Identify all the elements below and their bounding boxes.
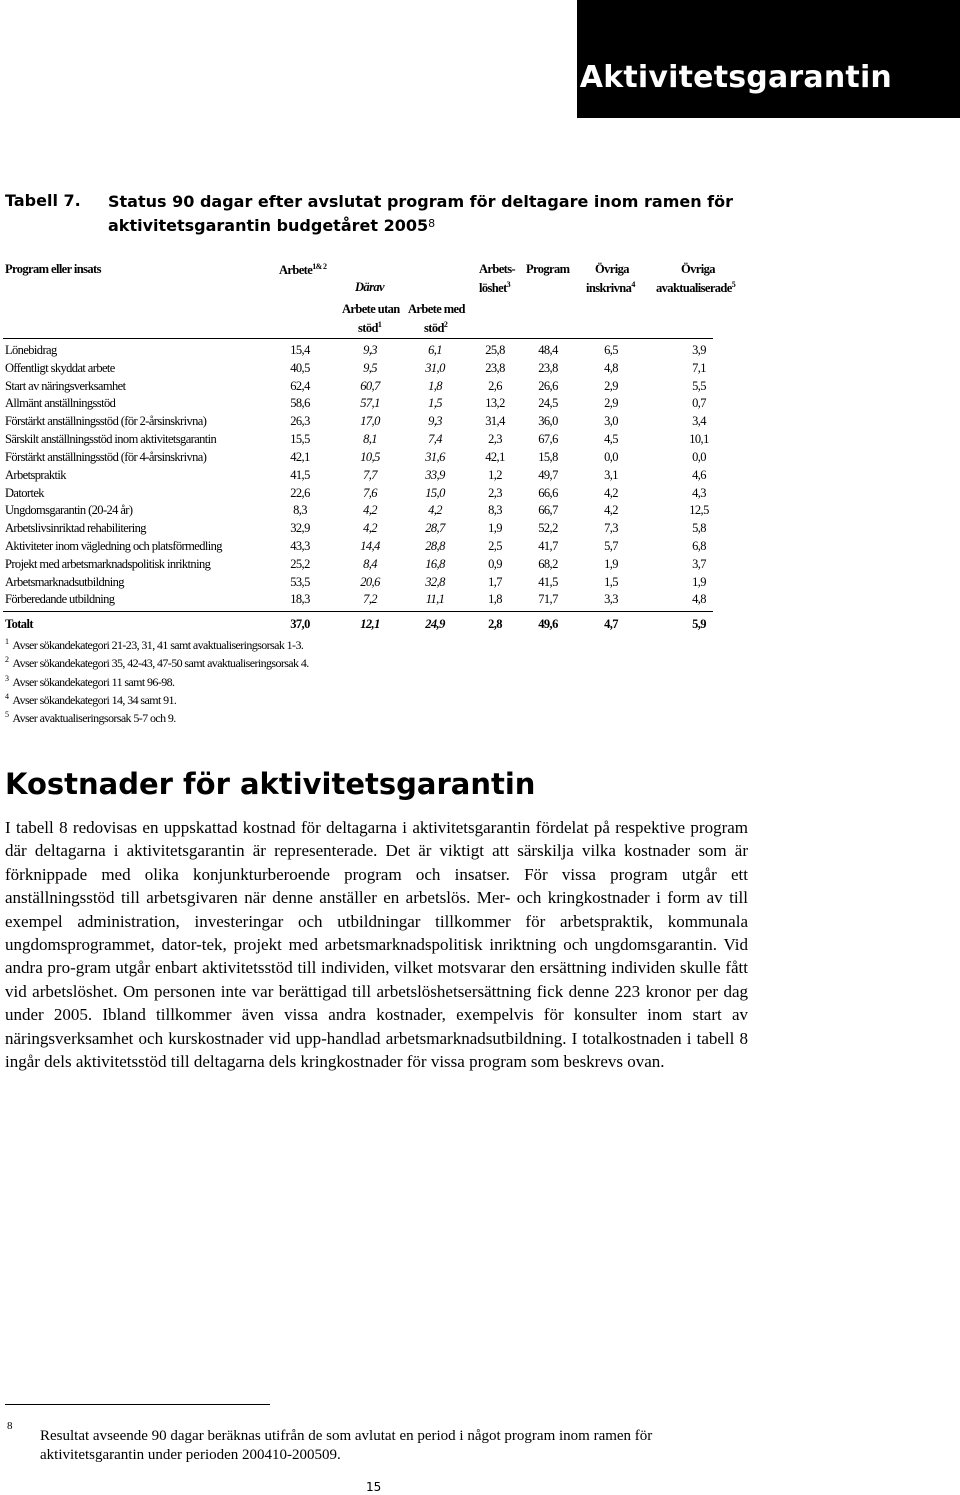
cell-arbetsloshet: 2,3 [488,485,502,500]
table-row [0,521,960,538]
cell-program: 48,4 [538,343,558,357]
cell-ovriga-inskrivna: 0,0 [604,449,618,464]
col-header-arbetsloshet-2-text: löshet [479,281,507,295]
cell-arbete: 53,5 [290,574,310,589]
table-row [0,414,960,431]
cell-arbete: 18,3 [290,592,310,607]
cell-ovriga-avakt: 1,9 [692,574,706,589]
cell-program: 41,5 [538,574,558,589]
cell-ovriga-inskrivna: 3,1 [604,467,618,482]
cell-med: 15,0 [425,485,445,500]
cell-ovriga-avakt: 5,8 [692,521,706,536]
row-label: Förstärkt anställningsstöd (för 2-årsinskrivna) [5,414,207,429]
cell-utan: 4,2 [363,503,377,518]
table-row [0,343,960,360]
cell-program: 36,0 [538,414,558,429]
col-header-ovriga-avakt-ref: 5 [731,280,736,289]
row-label: Arbetsmarknadsutbildning [5,574,124,589]
cell-ovriga-avakt: 12,5 [689,503,709,518]
row-label: Arbetslivsinriktad rehabilitering [5,521,146,536]
cell-ovriga-inskrivna: 3,0 [604,414,618,429]
cell-arbetsloshet: 1,2 [488,467,502,482]
table-row [0,592,960,609]
col-header-utan: Arbete utan [342,302,400,316]
table-row [0,450,960,467]
cell-ovriga-avakt: 3,9 [692,343,706,357]
cell-utan: 14,4 [360,539,380,554]
footnote-text: Avser sökandekategori 14, 34 samt 91. [12,693,177,707]
footnote-text: Avser sökandekategori 35, 42-43, 47-50 samt avaktualiseringsorsak 4. [12,656,309,670]
cell-utan: 9,5 [363,360,377,375]
col-header-ovriga-avakt-2 [656,280,735,296]
col-header-med-2-text: stöd [424,321,444,335]
cell-program: 67,6 [538,432,558,447]
cell-ovriga-inskrivna: 4,5 [604,432,618,447]
col-header-arbetsloshet-2 [479,280,510,296]
cell-utan: 17,0 [360,414,380,429]
cell-med: 11,1 [425,592,445,607]
cell-arbetsloshet: 2,6 [488,378,502,393]
cell-med: 28,7 [425,521,445,536]
cell-arbetsloshet: 2,3 [488,432,502,447]
cell-utan: 57,1 [360,396,380,411]
cell-ovriga-avakt: 10,1 [689,432,709,447]
cell-ovriga-avakt: 4,8 [692,592,706,607]
cell-utan: 60,7 [360,378,380,393]
cell-med: 9,3 [428,414,442,429]
footnote-text: Avser sökandekategori 11 samt 96-98. [12,675,175,689]
row-label: Projekt med arbetsmarknadspolitisk inriktning [5,556,211,571]
table-row [0,557,960,574]
col-header-arbete [279,262,326,278]
cell-utan: 20,6 [360,574,380,589]
footnote-num: 1 [5,637,9,646]
cell-ovriga-avakt: 3,4 [692,414,706,429]
row-label: Lönebidrag [5,343,57,357]
total-cell-ovriga-inskrivna: 4,7 [604,617,618,631]
table-row [0,575,960,592]
cell-arbetsloshet: 0,9 [488,556,502,571]
row-label: Förberedande utbildning [5,592,115,607]
cell-arbete: 58,6 [290,396,310,411]
table-row [0,432,960,449]
cell-arbetsloshet: 42,1 [485,449,505,464]
cell-arbetsloshet: 31,4 [485,414,505,429]
cell-ovriga-avakt: 0,7 [692,396,706,411]
row-label: Datortek [5,485,44,500]
cell-ovriga-avakt: 5,5 [692,378,706,393]
footnote-num: 3 [5,674,9,683]
table-row [0,539,960,556]
cell-arbete: 42,1 [290,449,310,464]
footnote-num: 4 [5,692,9,701]
row-label: Ungdomsgarantin (20-24 år) [5,503,133,518]
cell-ovriga-inskrivna: 1,5 [604,574,618,589]
total-cell-med: 24,9 [425,617,445,631]
cell-arbetsloshet: 8,3 [488,503,502,518]
section-heading: Kostnader för aktivitetsgarantin [5,767,536,801]
table-caption-footnote-ref: 8 [428,217,436,230]
cell-med: 4,2 [428,503,442,518]
cell-program: 71,7 [538,592,558,607]
col-header-ovriga-avakt: Övriga [681,262,715,276]
table-rule-total [3,611,713,612]
table-row [0,361,960,378]
col-header-arbete-ref: 1& 2 [312,262,327,271]
col-header-arbetsloshet: Arbets- [479,262,516,276]
cell-arbete: 15,5 [290,432,310,447]
cell-arbetsloshet: 2,5 [488,539,502,554]
col-header-program-col: Program [526,262,570,276]
col-header-ovriga-inskrivna: Övriga [595,262,629,276]
table-row [0,379,960,396]
total-cell-arbetsloshet: 2,8 [488,617,502,631]
table-row-total [0,617,960,634]
total-cell-ovriga-avakt: 5,9 [692,617,706,631]
col-header-utan-ref: 1 [377,320,382,329]
col-header-arbete-text: Arbete [279,263,313,277]
cell-utan: 7,2 [363,592,377,607]
footnote-text: Avser avaktualiseringsorsak 5-7 och 9. [12,711,176,725]
col-header-ovriga-inskrivna-ref: 4 [631,280,635,289]
cell-ovriga-inskrivna: 7,3 [604,521,618,536]
cell-program: 24,5 [538,396,558,411]
row-label: Allmänt anställningsstöd [5,396,116,411]
cell-utan: 8,1 [363,432,377,447]
page-footnote-text: Resultat avseende 90 dagar beräknas utifrån de som avlutat en period i något program inom ramen för aktivitetsgarantin under perioden 200410-200509. [40,1428,653,1463]
cell-arbetsloshet: 1,8 [488,592,502,607]
cell-ovriga-inskrivna: 4,8 [604,360,618,375]
cell-med: 1,8 [428,378,442,393]
col-header-arbetsloshet-ref: 3 [506,280,511,289]
cell-utan: 10,5 [360,449,380,464]
cell-ovriga-inskrivna: 2,9 [604,396,618,411]
col-header-med: Arbete med [408,302,465,316]
table-footnote-1 [5,637,303,653]
cell-arbetsloshet: 23,8 [485,360,505,375]
cell-ovriga-avakt: 6,8 [692,539,706,554]
cell-program: 49,7 [538,467,558,482]
cell-arbete: 41,5 [290,467,310,482]
page-number: 15 [366,1480,382,1494]
row-label: Offentligt skyddat arbete [5,360,115,375]
table-row [0,468,960,485]
cell-program: 41,7 [538,539,558,554]
row-label: Aktiviteter inom vägledning och platsförmedling [5,539,222,554]
footnote-separator [5,1404,270,1405]
footnote-num: 5 [5,710,9,719]
cell-ovriga-inskrivna: 2,9 [604,378,618,393]
col-header-darav: Därav [355,280,384,294]
cell-ovriga-avakt: 4,3 [692,485,706,500]
total-cell-arbete: 37,0 [290,617,310,631]
cell-utan: 4,2 [363,521,377,536]
col-header-utan-2-text: stöd [358,321,378,335]
row-label: Start av näringsverksamhet [5,378,126,393]
cell-program: 23,8 [538,360,558,375]
cell-arbete: 8,3 [293,503,307,518]
cell-program: 66,6 [538,485,558,500]
row-label: Arbetspraktik [5,467,66,482]
table-row [0,396,960,413]
table-label: Tabell 7. [5,191,81,210]
cell-program: 68,2 [538,556,558,571]
cell-ovriga-avakt: 3,7 [692,556,706,571]
table-rule-header [3,338,713,339]
cell-ovriga-avakt: 7,1 [692,360,706,375]
total-cell-utan: 12,1 [360,617,380,631]
cell-arbete: 25,2 [290,556,310,571]
cell-med: 1,5 [428,396,442,411]
section-body: I tabell 8 redovisas en uppskattad kostnad för deltagarna i aktivitetsgarantin fördelat på respektive program där deltagarna i aktivitetsgarantin är representerade. Det är viktigt att särskilja vilka kostnader som är förknippade med olika konjunkturberoende program och insatser. För vissa program utgår ett anställningsstöd till arbetsgivaren när denne anställer en arbetslös. Mer- och kringkostnader i form av till exempel administration, investeringar och utbildningar tillkommer för arbetspraktik, kommunala ungdomsprogrammet, dator-tek, projekt med arbetsmarknadspolitisk inriktning och ungdomsgarantin. Vid andra pro-gram utgår enbart aktivitetsstöd till individen, vilket motsvarar den ersättning individen skulle fått vid arbetslöshet. Om personen inte var berättigad till arbetslöshetsersättning fick denne 223 kronor per dag under 2005. Ibland tillkommer även vissa andra kostnader, exempelvis för konsulter inom start av näringsverksamhet och kurskostnader vid upp-handlad arbetsmarknadsutbildning. I totalkostnaden i tabell 8 ingår dels aktivitetsstöd till deltagarna dels kringkostnader för vissa program som beskrevs ovan. [5,818,748,1072]
header-banner [577,0,960,118]
col-header-med-ref: 2 [443,320,448,329]
cell-ovriga-inskrivna: 1,9 [604,556,618,571]
cell-ovriga-inskrivna: 4,2 [604,503,618,518]
cell-ovriga-inskrivna: 3,3 [604,592,618,607]
total-cell-program: 49,6 [538,617,558,631]
col-header-med-2 [424,320,447,336]
cell-utan: 9,3 [363,343,377,357]
col-header-program: Program eller insats [5,262,101,276]
page-footnote-number: 8 [7,1420,13,1432]
cell-ovriga-avakt: 0,0 [692,449,706,464]
cell-ovriga-avakt: 4,6 [692,467,706,482]
col-header-ovriga-inskrivna-2-text: inskrivna [586,281,632,295]
col-header-ovriga-avakt-2-text: avaktualiserade [656,281,732,295]
cell-arbetsloshet: 1,7 [488,574,502,589]
cell-ovriga-inskrivna: 5,7 [604,539,618,554]
cell-med: 16,8 [425,556,445,571]
table-caption [108,191,768,237]
cell-arbete: 43,3 [290,539,310,554]
cell-arbetsloshet: 13,2 [485,396,505,411]
cell-med: 33,9 [425,467,445,482]
cell-arbete: 32,9 [290,521,310,536]
page-header-title: Aktivitetsgarantin [579,60,892,95]
cell-arbetsloshet: 1,9 [488,521,502,536]
cell-arbetsloshet: 25,8 [485,343,505,357]
cell-arbete: 62,4 [290,378,310,393]
cell-utan: 8,4 [363,556,377,571]
row-label: Särskilt anställningsstöd inom aktivitetsgarantin [5,432,217,447]
footnote-text: Avser sökandekategori 21-23, 31, 41 samt avaktualiseringsorsak 1-3. [12,638,304,652]
cell-utan: 7,6 [363,485,377,500]
cell-arbete: 40,5 [290,360,310,375]
row-label: Förstärkt anställningsstöd (för 4-årsinskrivna) [5,449,207,464]
footnote-num: 2 [5,655,9,664]
cell-arbete: 26,3 [290,414,310,429]
cell-ovriga-inskrivna: 6,5 [604,343,618,357]
cell-ovriga-inskrivna: 4,2 [604,485,618,500]
cell-arbete: 22,6 [290,485,310,500]
table-footnote-4 [5,692,176,708]
cell-med: 31,6 [425,449,445,464]
cell-arbete: 15,4 [290,343,310,357]
cell-med: 32,8 [425,574,445,589]
table-footnote-3 [5,674,174,690]
cell-med: 31,0 [425,360,445,375]
cell-program: 66,7 [538,503,558,518]
cell-med: 7,4 [428,432,442,447]
table-row [0,486,960,503]
cell-utan: 7,7 [363,467,377,482]
col-header-ovriga-inskrivna-2 [586,280,635,296]
total-label: Totalt [5,617,33,631]
cell-med: 28,8 [425,539,445,554]
col-header-utan-2 [358,320,381,336]
cell-program: 26,6 [538,378,558,393]
cell-med: 6,1 [428,343,442,357]
cell-program: 15,8 [538,449,558,464]
table-row [0,503,960,520]
table-footnote-2 [5,655,309,671]
table-caption-text: Status 90 dagar efter avslutat program för deltagare inom ramen för aktivitetsgarantin budgetåret 2005 [108,192,734,235]
table-footnote-5 [5,710,176,726]
cell-program: 52,2 [538,521,558,536]
